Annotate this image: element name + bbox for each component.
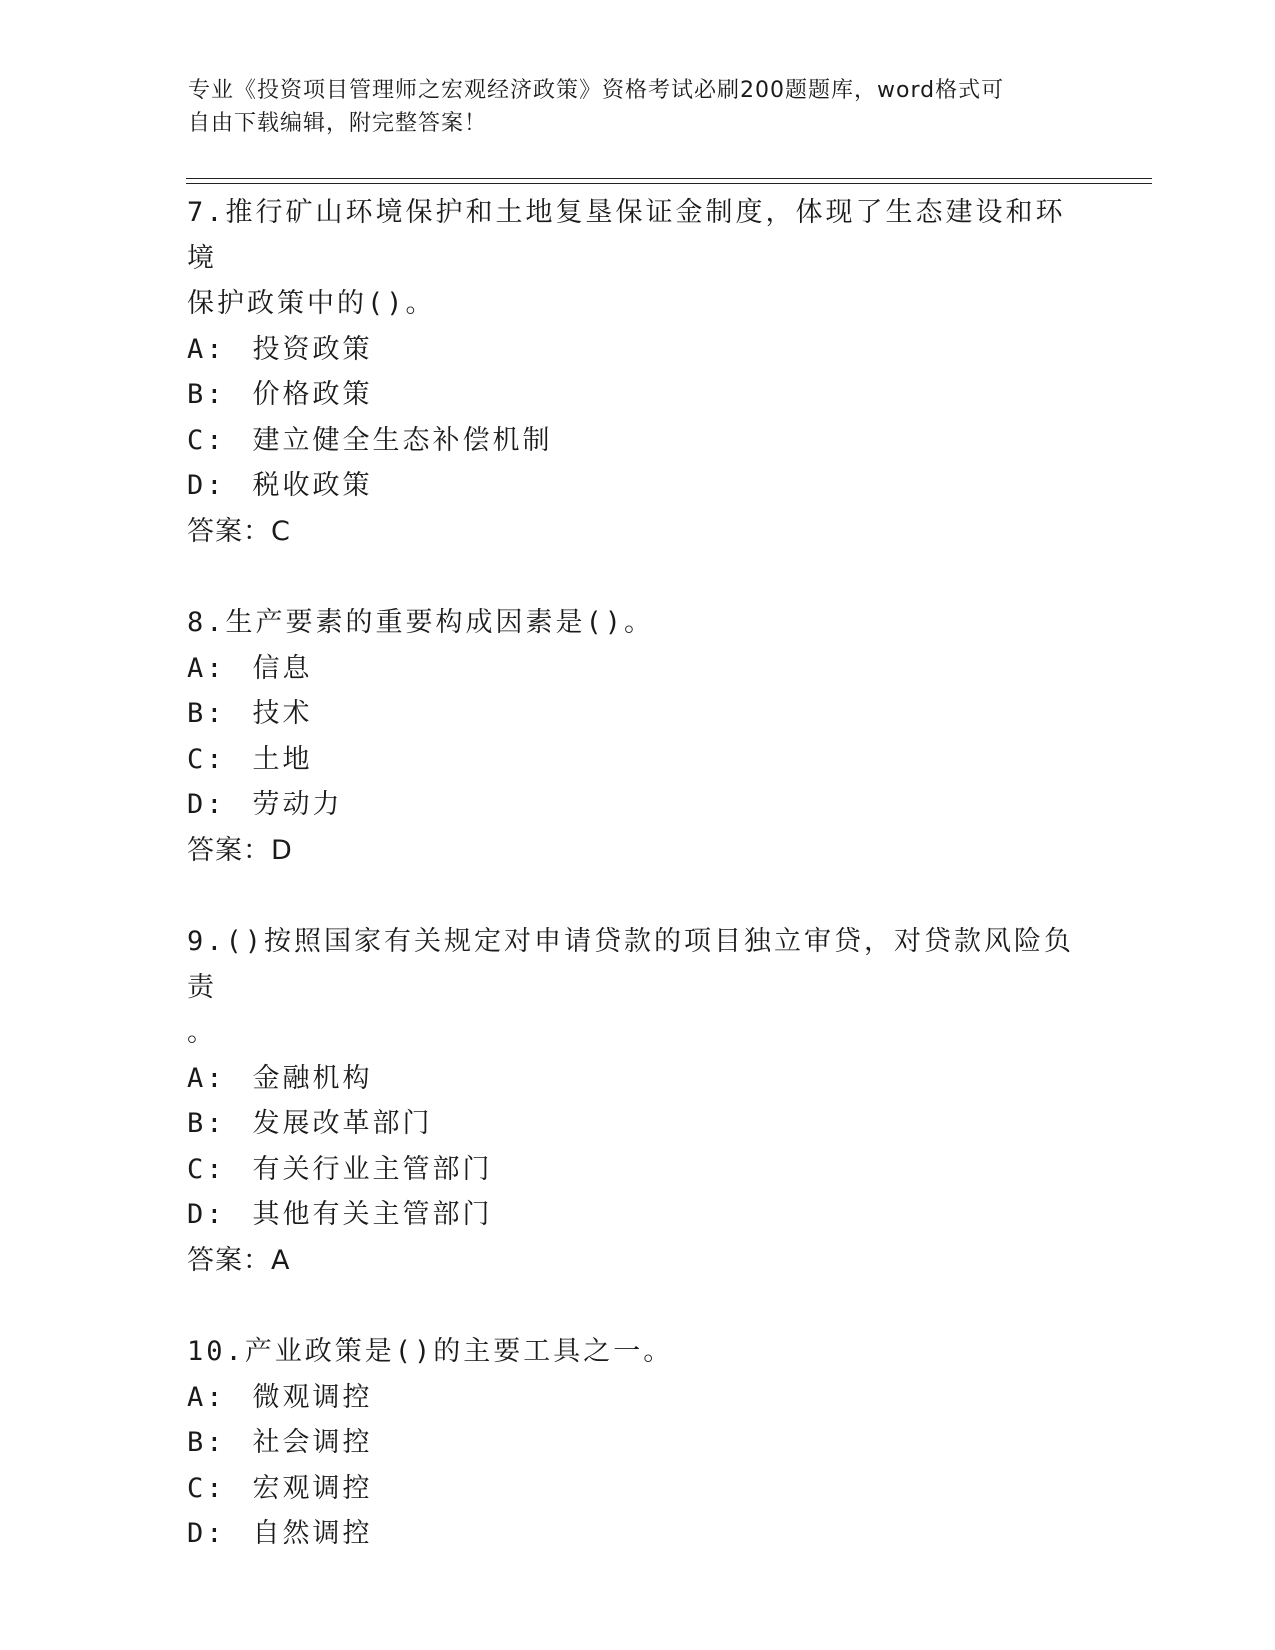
option-letter: C: xyxy=(187,1153,226,1185)
option-letter: C: xyxy=(187,1472,226,1504)
option-text: 土地 xyxy=(252,743,313,775)
option-c xyxy=(187,1466,1087,1512)
answer-line: 答案：D xyxy=(187,834,293,866)
option-text: 投资政策 xyxy=(252,333,373,365)
option-d xyxy=(187,1511,1087,1557)
option-text: 税收政策 xyxy=(252,470,373,501)
question-stem-line: 。 xyxy=(187,1017,217,1048)
option-letter: D: xyxy=(187,1518,226,1549)
question-stem-line: 9.()按照国家有关规定对申请贷款的项目独立审贷，对贷款风险负责 xyxy=(187,926,1075,1003)
option-text: 自然调控 xyxy=(252,1518,373,1549)
option-d xyxy=(187,782,1087,828)
option-text: 宏观调控 xyxy=(252,1472,373,1504)
question-stem-line: 10.产业政策是()的主要工具之一。 xyxy=(187,1336,674,1367)
option-letter: A: xyxy=(187,333,226,365)
option-c xyxy=(187,418,1087,464)
question-stem-line: 8.生产要素的重要构成因素是()。 xyxy=(187,607,655,638)
header-divider-top xyxy=(186,178,1152,179)
option-text: 建立健全生态补偿机制 xyxy=(252,424,553,456)
option-b xyxy=(187,691,1087,737)
question-stem-line: 7.推行矿山环境保护和土地复垦保证金制度，体现了生态建设和环境 xyxy=(187,197,1066,274)
option-b xyxy=(187,372,1087,418)
option-letter: D: xyxy=(187,789,226,820)
option-letter: C: xyxy=(187,424,226,456)
option-text: 劳动力 xyxy=(252,789,343,820)
option-letter: B: xyxy=(187,698,226,729)
option-letter: A: xyxy=(187,652,226,684)
option-letter: B: xyxy=(187,1427,226,1458)
option-text: 发展改革部门 xyxy=(252,1108,433,1139)
header-line-2: 自由下载编辑，附完整答案！ xyxy=(188,111,488,136)
option-text: 微观调控 xyxy=(252,1381,373,1413)
document-header xyxy=(188,74,1068,140)
question-9 xyxy=(187,919,1087,1283)
option-a xyxy=(187,646,1087,692)
header-divider-bottom xyxy=(186,183,1152,184)
option-letter: B: xyxy=(187,1108,226,1139)
option-letter: D: xyxy=(187,1199,226,1230)
question-list xyxy=(187,190,1087,1603)
option-text: 有关行业主管部门 xyxy=(252,1153,493,1185)
option-a xyxy=(187,1375,1087,1421)
option-text: 价格政策 xyxy=(252,379,373,410)
option-text: 其他有关主管部门 xyxy=(252,1199,493,1230)
option-letter: D: xyxy=(187,470,226,501)
option-letter: B: xyxy=(187,379,226,410)
option-d xyxy=(187,1192,1087,1238)
option-text: 技术 xyxy=(252,698,313,729)
option-a xyxy=(187,1056,1087,1102)
question-10 xyxy=(187,1329,1087,1557)
question-8 xyxy=(187,600,1087,873)
answer-line: 答案：A xyxy=(187,1244,291,1276)
option-text: 金融机构 xyxy=(252,1062,373,1094)
option-b xyxy=(187,1101,1087,1147)
header-line-1: 专业《投资项目管理师之宏观经济政策》资格考试必刷200题题库，word格式可 xyxy=(188,78,1005,103)
answer-line: 答案：C xyxy=(187,515,291,547)
option-letter: A: xyxy=(187,1062,226,1094)
question-stem-line: 保护政策中的()。 xyxy=(187,288,436,319)
option-a xyxy=(187,327,1087,373)
option-c xyxy=(187,1147,1087,1193)
option-b xyxy=(187,1420,1087,1466)
question-7 xyxy=(187,190,1087,554)
option-letter: C: xyxy=(187,743,226,775)
option-text: 信息 xyxy=(252,652,313,684)
option-letter: A: xyxy=(187,1381,226,1413)
option-text: 社会调控 xyxy=(252,1427,373,1458)
option-d xyxy=(187,463,1087,509)
option-c xyxy=(187,737,1087,783)
